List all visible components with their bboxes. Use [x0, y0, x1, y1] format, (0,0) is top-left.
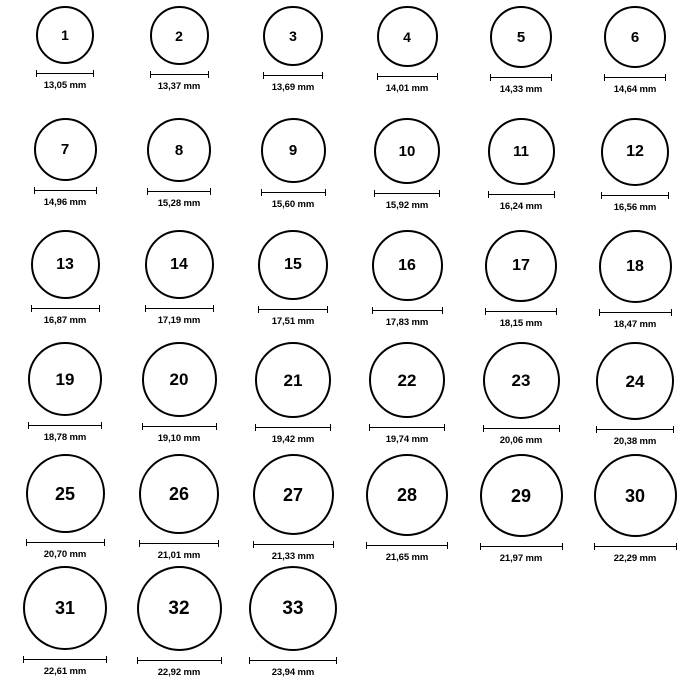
ring-size-cell: [464, 118, 578, 230]
ring-circle: [483, 342, 560, 419]
ring-size-cell: [122, 566, 236, 678]
dimension-cap-left: [253, 541, 254, 548]
ring-size-label: 9: [288, 142, 298, 159]
dimension-cap-left: [488, 191, 489, 198]
dimension-value: 22,29 mm: [613, 553, 657, 564]
ring-size-label: 6: [630, 28, 640, 46]
dimension-line: [249, 657, 337, 664]
dimension-value: 19,10 mm: [157, 433, 201, 444]
dimension-cap-right: [554, 191, 555, 198]
ring-size-label: 24: [625, 371, 645, 391]
ring-size-label: 17: [512, 257, 530, 274]
ring-size-label: 16: [398, 256, 416, 274]
dimension-annotation: [258, 306, 328, 327]
dimension-cap-left: [258, 306, 259, 313]
dimension-line: [488, 191, 555, 198]
dimension-value: 21,33 mm: [271, 551, 315, 562]
dimension-value: 19,74 mm: [385, 434, 429, 445]
ring-circle: [23, 566, 107, 650]
dimension-value: 21,65 mm: [385, 552, 429, 563]
dimension-cap-right: [106, 656, 107, 663]
dimension-value: 14,96 mm: [43, 197, 87, 208]
dimension-annotation: [142, 423, 217, 444]
ring-size-label: 2: [175, 27, 183, 44]
dimension-cap-right: [208, 71, 209, 78]
dimension-value: 21,97 mm: [499, 553, 543, 564]
dimension-value: 15,60 mm: [271, 199, 315, 210]
dimension-cap-right: [442, 307, 443, 314]
ring-size-label: 7: [60, 141, 70, 158]
ring-size-cell: [8, 454, 122, 566]
ring-size-cell: [578, 118, 692, 230]
ring-circle: [480, 454, 563, 537]
ring-size-label: 23: [511, 371, 531, 390]
dimension-value: 16,87 mm: [43, 315, 87, 326]
dimension-annotation: [480, 543, 563, 564]
ring-size-label: 27: [282, 484, 304, 505]
ring-size-label: 20: [169, 370, 189, 389]
dimension-cap-right: [210, 188, 211, 195]
dimension-value: 13,05 mm: [43, 80, 87, 91]
ring-size-label: 14: [170, 255, 188, 273]
dimension-line: [366, 542, 448, 549]
dimension-cap-left: [255, 424, 256, 431]
ring-circle: [604, 6, 666, 68]
ring-circle: [31, 230, 100, 299]
ring-size-cell: [350, 6, 464, 118]
ring-size-cell: [8, 6, 122, 118]
ring-circle: [490, 6, 552, 68]
ring-circle: [601, 118, 669, 186]
dimension-cap-left: [374, 190, 375, 197]
dimension-value: 14,01 mm: [385, 83, 429, 94]
ring-circle: [147, 118, 211, 182]
dimension-cap-right: [562, 543, 563, 550]
ring-size-cell: [578, 230, 692, 342]
dimension-cap-right: [439, 190, 440, 197]
ring-size-label: 19: [55, 369, 75, 389]
ring-circle: [150, 6, 209, 65]
ring-size-label: 29: [510, 485, 532, 506]
ring-size-label: 4: [403, 28, 411, 45]
ring-size-label: 21: [283, 370, 303, 390]
dimension-annotation: [366, 542, 448, 563]
dimension-value: 17,19 mm: [157, 315, 201, 326]
ring-size-cell: [350, 342, 464, 454]
dimension-line: [147, 188, 211, 195]
ring-size-cell: [236, 342, 350, 454]
dimension-cap-right: [93, 70, 94, 77]
ring-size-cell: [8, 118, 122, 230]
dimension-cap-right: [104, 539, 105, 546]
dimension-annotation: [255, 424, 331, 445]
dimension-line: [369, 424, 445, 431]
dimension-line: [36, 70, 94, 77]
dimension-line: [258, 306, 328, 313]
dimension-line: [253, 541, 334, 548]
dimension-annotation: [23, 656, 107, 677]
dimension-annotation: [604, 74, 666, 95]
dimension-line: [139, 540, 219, 547]
dimension-cap-left: [263, 72, 264, 79]
dimension-line: [490, 74, 552, 81]
dimension-line: [150, 71, 209, 78]
dimension-cap-right: [99, 305, 100, 312]
ring-circle: [253, 454, 334, 535]
ring-circle: [485, 230, 557, 302]
dimension-value: 14,64 mm: [613, 84, 657, 95]
dimension-annotation: [488, 191, 555, 212]
ring-circle: [263, 6, 323, 66]
dimension-cap-left: [480, 543, 481, 550]
dimension-value: 20,06 mm: [499, 435, 543, 446]
dimension-line: [601, 192, 669, 199]
dimension-line: [594, 543, 677, 550]
dimension-value: 13,37 mm: [157, 81, 201, 92]
ring-size-label: 1: [61, 27, 69, 43]
dimension-annotation: [490, 74, 552, 95]
dimension-cap-left: [377, 73, 378, 80]
ring-circle: [34, 118, 97, 181]
ring-size-label: 32: [168, 598, 190, 619]
ring-circle: [374, 118, 440, 184]
ring-size-label: 13: [56, 255, 74, 273]
dimension-annotation: [599, 309, 672, 330]
dimension-cap-left: [139, 540, 140, 547]
ring-size-cell: [350, 230, 464, 342]
ring-size-cell: [464, 6, 578, 118]
ring-size-label: 30: [624, 485, 646, 506]
dimension-value: 16,56 mm: [613, 202, 657, 213]
dimension-value: 21,01 mm: [157, 550, 201, 561]
dimension-cap-left: [604, 74, 605, 81]
ring-size-cell: [122, 6, 236, 118]
dimension-line: [485, 308, 557, 315]
dimension-cap-left: [28, 422, 29, 429]
ring-circle: [28, 342, 102, 416]
dimension-cap-left: [372, 307, 373, 314]
dimension-line: [255, 424, 331, 431]
dimension-value: 15,92 mm: [385, 200, 429, 211]
dimension-annotation: [147, 188, 211, 209]
ring-size-cell: [464, 230, 578, 342]
dimension-cap-left: [366, 542, 367, 549]
ring-size-label: 22: [397, 370, 417, 390]
dimension-line: [137, 657, 222, 664]
ring-size-cell: [8, 566, 122, 678]
ring-circle: [369, 342, 445, 418]
dimension-cap-right: [327, 306, 328, 313]
ring-size-label: 12: [626, 143, 644, 160]
dimension-cap-right: [665, 74, 666, 81]
dimension-annotation: [26, 539, 105, 560]
dimension-cap-right: [336, 657, 337, 664]
dimension-line: [26, 539, 105, 546]
dimension-annotation: [594, 543, 677, 564]
dimension-cap-right: [218, 540, 219, 547]
ring-circle: [258, 230, 328, 300]
ring-size-cell: [236, 118, 350, 230]
dimension-line: [145, 305, 214, 312]
dimension-annotation: [253, 541, 334, 562]
ring-size-label: 8: [174, 141, 184, 159]
dimension-cap-right: [333, 541, 334, 548]
dimension-annotation: [139, 540, 219, 561]
dimension-line: [142, 423, 217, 430]
dimension-line: [596, 426, 674, 433]
dimension-cap-left: [147, 188, 148, 195]
dimension-annotation: [483, 425, 560, 446]
dimension-value: 13,69 mm: [271, 82, 315, 93]
dimension-value: 16,24 mm: [499, 201, 543, 212]
dimension-cap-right: [559, 425, 560, 432]
dimension-line: [34, 187, 97, 194]
ring-size-label: 33: [282, 598, 304, 619]
dimension-annotation: [377, 73, 438, 94]
ring-size-cell: [350, 118, 464, 230]
ring-circle: [26, 454, 105, 533]
ring-size-cell: [578, 454, 692, 566]
ring-size-cell: [122, 342, 236, 454]
dimension-cap-right: [330, 424, 331, 431]
dimension-line: [31, 305, 100, 312]
dimension-line: [23, 656, 107, 663]
dimension-value: 18,47 mm: [613, 319, 657, 330]
ring-size-cell: [236, 230, 350, 342]
dimension-value: 18,78 mm: [43, 432, 87, 443]
dimension-cap-right: [437, 73, 438, 80]
ring-size-cell: [464, 454, 578, 566]
dimension-cap-right: [676, 543, 677, 550]
dimension-annotation: [596, 426, 674, 447]
ring-size-label: 3: [289, 28, 297, 44]
dimension-cap-right: [668, 192, 669, 199]
dimension-line: [263, 72, 323, 79]
dimension-cap-left: [369, 424, 370, 431]
dimension-annotation: [137, 657, 222, 678]
ring-size-cell: [8, 230, 122, 342]
dimension-annotation: [145, 305, 214, 326]
dimension-cap-left: [249, 657, 250, 664]
dimension-value: 18,15 mm: [499, 318, 543, 329]
dimension-cap-left: [596, 426, 597, 433]
dimension-cap-left: [490, 74, 491, 81]
dimension-line: [599, 309, 672, 316]
dimension-annotation: [374, 190, 440, 211]
dimension-annotation: [31, 305, 100, 326]
ring-circle: [139, 454, 219, 534]
dimension-cap-left: [142, 423, 143, 430]
dimension-value: 22,61 mm: [43, 666, 87, 677]
dimension-annotation: [601, 192, 669, 213]
dimension-cap-right: [551, 74, 552, 81]
ring-circle: [137, 566, 222, 651]
dimension-value: 22,92 mm: [157, 667, 201, 678]
ring-circle: [366, 454, 448, 536]
dimension-cap-left: [34, 187, 35, 194]
dimension-line: [377, 73, 438, 80]
dimension-cap-left: [145, 305, 146, 312]
dimension-annotation: [369, 424, 445, 445]
dimension-cap-left: [594, 543, 595, 550]
dimension-cap-right: [101, 422, 102, 429]
dimension-line: [28, 422, 102, 429]
ring-size-label: 15: [284, 256, 302, 273]
dimension-cap-right: [213, 305, 214, 312]
dimension-line: [261, 189, 326, 196]
dimension-line: [374, 190, 440, 197]
ring-size-cell: [122, 230, 236, 342]
ring-size-cell: [236, 6, 350, 118]
ring-size-label: 5: [516, 28, 526, 46]
dimension-cap-right: [96, 187, 97, 194]
dimension-line: [483, 425, 560, 432]
ring-circle: [594, 454, 677, 537]
dimension-value: 15,28 mm: [157, 198, 201, 209]
ring-size-cell: [8, 342, 122, 454]
ring-size-label: 25: [54, 483, 76, 504]
ring-size-label: 28: [396, 485, 418, 505]
dimension-cap-left: [36, 70, 37, 77]
ring-circle: [599, 230, 672, 303]
dimension-value: 20,38 mm: [613, 436, 657, 447]
ring-size-cell: [122, 454, 236, 566]
ring-circle: [596, 342, 674, 420]
dimension-annotation: [261, 189, 326, 210]
dimension-value: 14,33 mm: [499, 84, 543, 95]
ring-circle: [372, 230, 443, 301]
dimension-value: 19,42 mm: [271, 434, 315, 445]
dimension-cap-right: [221, 657, 222, 664]
dimension-annotation: [263, 72, 323, 93]
dimension-cap-left: [23, 656, 24, 663]
dimension-line: [480, 543, 563, 550]
ring-size-label: 31: [54, 598, 76, 618]
dimension-cap-left: [26, 539, 27, 546]
dimension-annotation: [249, 657, 337, 678]
ring-circle: [255, 342, 331, 418]
dimension-annotation: [28, 422, 102, 443]
dimension-cap-right: [673, 426, 674, 433]
ring-circle: [36, 6, 94, 64]
ring-circle: [145, 230, 214, 299]
ring-circle: [261, 118, 326, 183]
dimension-cap-right: [556, 308, 557, 315]
dimension-annotation: [36, 70, 94, 91]
ring-size-label: 10: [398, 142, 416, 160]
ring-size-label: 11: [513, 143, 529, 160]
dimension-annotation: [150, 71, 209, 92]
ring-circle: [249, 566, 337, 651]
dimension-cap-right: [671, 309, 672, 316]
ring-size-label: 18: [626, 257, 644, 275]
dimension-cap-right: [322, 72, 323, 79]
dimension-annotation: [485, 308, 557, 329]
ring-size-cell: [236, 454, 350, 566]
ring-size-cell: [236, 566, 350, 678]
dimension-cap-right: [325, 189, 326, 196]
dimension-cap-left: [150, 71, 151, 78]
dimension-cap-left: [31, 305, 32, 312]
ring-circle: [377, 6, 438, 67]
dimension-cap-right: [444, 424, 445, 431]
dimension-cap-right: [447, 542, 448, 549]
dimension-cap-left: [485, 308, 486, 315]
dimension-cap-left: [483, 425, 484, 432]
dimension-annotation: [34, 187, 97, 208]
ring-circle: [142, 342, 217, 417]
dimension-line: [604, 74, 666, 81]
dimension-cap-left: [137, 657, 138, 664]
dimension-line: [372, 307, 443, 314]
ring-size-cell: [578, 6, 692, 118]
ring-size-cell: [350, 454, 464, 566]
ring-size-label: 26: [168, 484, 190, 504]
ring-size-cell: [122, 118, 236, 230]
dimension-value: 17,83 mm: [385, 317, 429, 328]
dimension-cap-left: [601, 192, 602, 199]
dimension-value: 20,70 mm: [43, 549, 87, 560]
dimension-cap-right: [216, 423, 217, 430]
ring-size-cell: [464, 342, 578, 454]
dimension-cap-left: [599, 309, 600, 316]
dimension-cap-left: [261, 189, 262, 196]
dimension-value: 17,51 mm: [271, 316, 315, 327]
ring-circle: [488, 118, 555, 185]
ring-size-cell: [578, 342, 692, 454]
dimension-value: 23,94 mm: [271, 667, 315, 678]
dimension-annotation: [372, 307, 443, 328]
